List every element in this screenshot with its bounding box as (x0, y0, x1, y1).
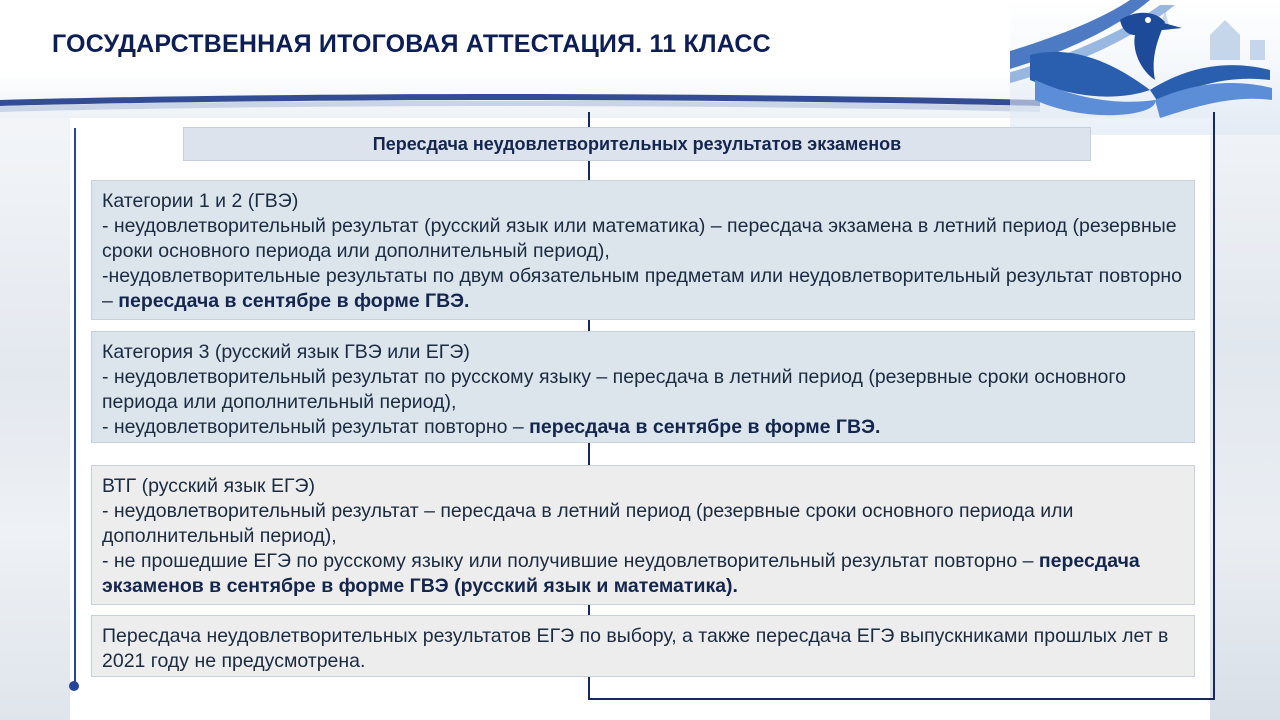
block-item-emphasis: пересдача в сентябре в форме ГВЭ. (529, 416, 881, 438)
background-left-panel (0, 95, 70, 720)
left-accent-line (74, 128, 76, 683)
background-right-panel (1210, 95, 1280, 720)
block-item: - неудовлетворительный результат (русский язык или математика) – пересдача экзамена в летний период (резервные сроки основного периода или дополнительный период), (102, 215, 1177, 262)
block-item (102, 415, 1184, 440)
note-text: Пересдача неудовлетворительных результатов ЕГЭ по выбору, а также пересдача ЕГЭ выпускниками прошлых лет в 2021 году не предусмотрена. (102, 625, 1169, 672)
block-item: - неудовлетворительный результат по русскому языку – пересдача в летний период (резервные сроки основного периода или дополнительный период), (102, 366, 1126, 413)
frame-bottom-line (588, 698, 1215, 700)
frame-connector-2 (588, 320, 590, 331)
frame-connector-3 (588, 443, 590, 465)
frame-connector-top (588, 112, 590, 127)
vtg-block (91, 465, 1195, 605)
section-heading: Пересдача неудовлетворительных результатов экзаменов (183, 127, 1091, 161)
page-title: ГОСУДАРСТВЕННАЯ ИТОГОВАЯ АТТЕСТАЦИЯ. 11 КЛАСС (52, 30, 771, 58)
block-item-emphasis: пересдача в сентябре в форме ГВЭ. (118, 290, 470, 312)
frame-connector-4 (588, 605, 590, 615)
category-1-2-block (91, 180, 1195, 320)
block-item (102, 549, 1184, 599)
block-item (102, 264, 1184, 314)
category-3-block (91, 331, 1195, 443)
block-title: Категории 1 и 2 (ГВЭ) (102, 190, 299, 212)
note-block (91, 615, 1195, 677)
block-title: ВТГ (русский язык ЕГЭ) (102, 475, 316, 497)
block-item: - неудовлетворительный результат – пересдача в летний период (резервные сроки основного периода или дополнительный период), (102, 500, 1074, 547)
city-emblem-logo (1010, 0, 1280, 135)
frame-connector-1 (588, 161, 590, 180)
block-item-emphasis: пересдача экзаменов в сентябре в форме ГВЭ (русский язык и математика). (102, 550, 1140, 597)
block-item-text: - неудовлетворительный результат повторно – (102, 416, 530, 438)
block-item-text: -неудовлетворительные результаты по двум обязательным предметам или неудовлетворительный результат повторно – (102, 265, 1183, 312)
block-title: Категория 3 (русский язык ГВЭ или ЕГЭ) (102, 341, 470, 363)
frame-right-line (1213, 112, 1215, 700)
block-item-text: - не прошедшие ЕГЭ по русскому языку или получившие неудовлетворительный результат повторно – (102, 550, 1039, 572)
left-accent-dot (69, 681, 79, 691)
frame-connector-5 (588, 677, 590, 698)
